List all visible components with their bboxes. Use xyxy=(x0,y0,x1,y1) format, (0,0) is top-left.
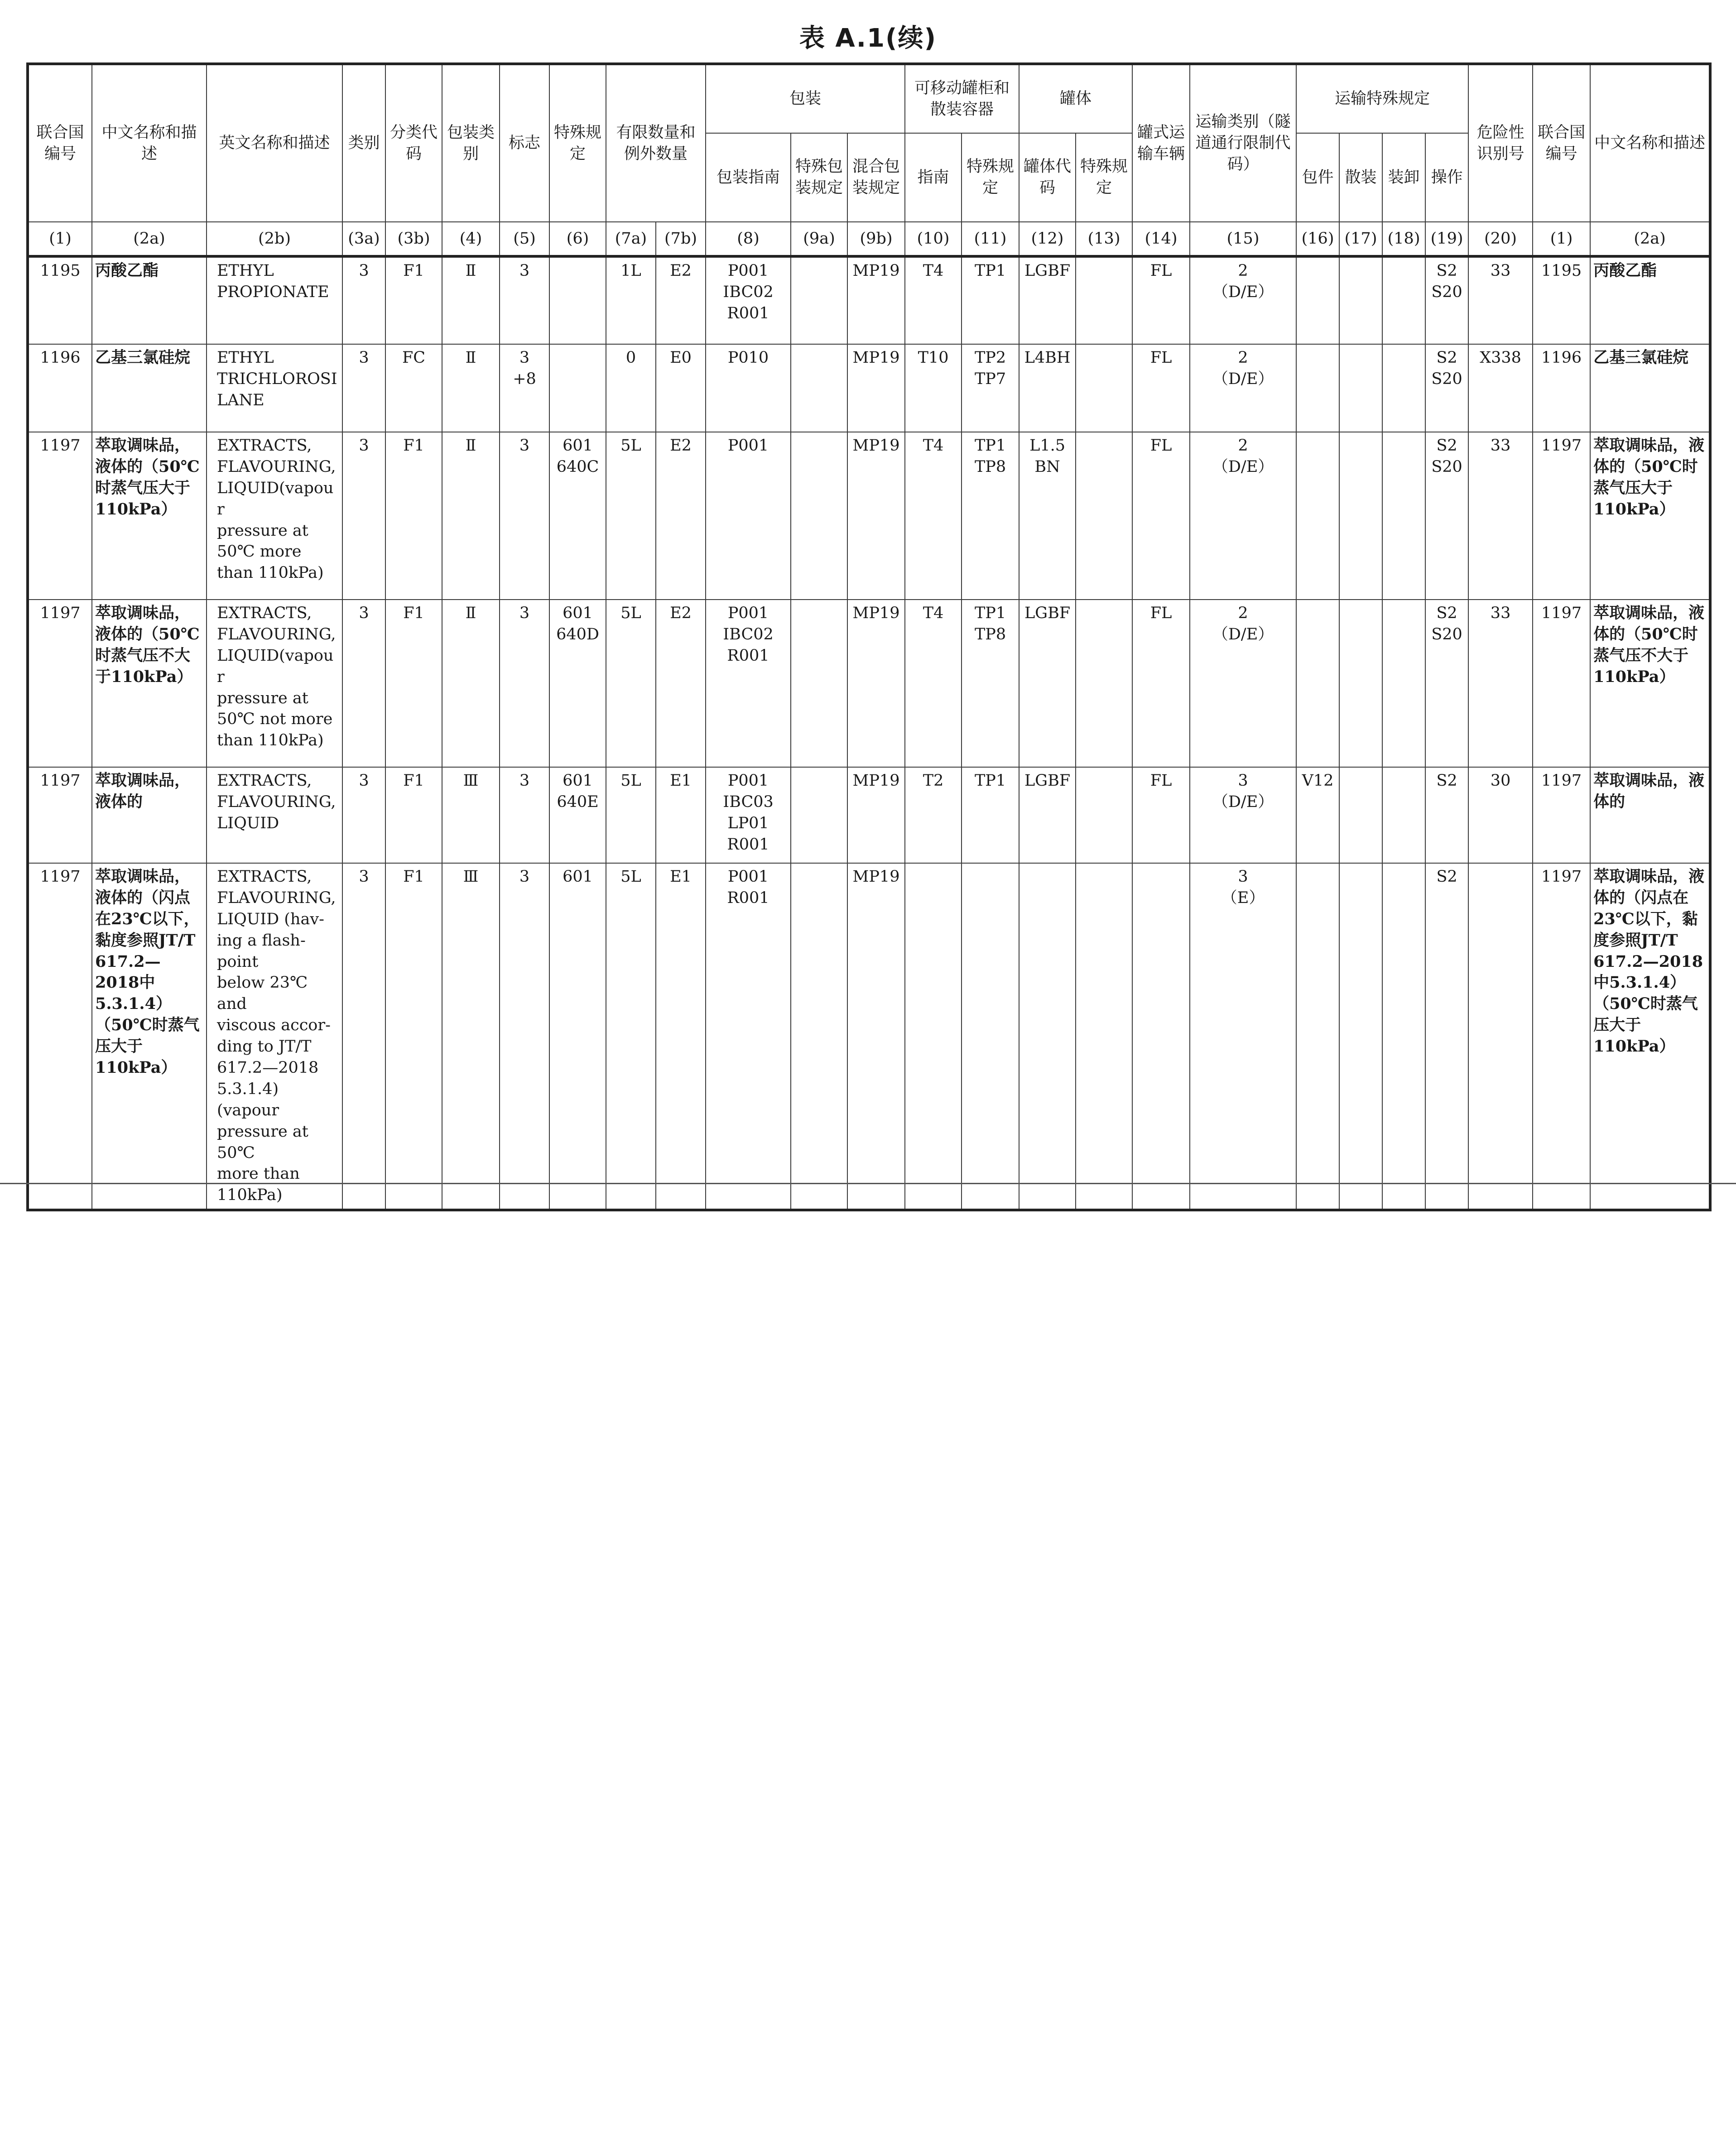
cell-c20: X338 xyxy=(1468,344,1533,432)
cell-c13 xyxy=(1076,344,1132,432)
col-number: (6) xyxy=(549,222,606,256)
cell-cn2: 萃取调味品，液体的 xyxy=(1590,767,1710,863)
col-number: (1) xyxy=(1533,222,1590,256)
cell-cn: 萃取调味品，液体的（50℃时蒸气压大于110kPa） xyxy=(92,432,207,600)
header-tank-special: 特殊规定 xyxy=(1076,133,1132,222)
cell-c20: 30 xyxy=(1468,767,1533,863)
cell-c15: 2 （D/E） xyxy=(1190,344,1296,432)
cell-en: ETHYL PROPIONATE xyxy=(207,256,342,344)
table-header xyxy=(28,64,1710,256)
cell-c18 xyxy=(1382,344,1425,432)
cell-un2: 1197 xyxy=(1533,863,1590,1210)
header-transport-category: 运输类别（隧道通行限制代码） xyxy=(1190,64,1296,222)
cell-c9a xyxy=(791,432,847,600)
header-name-en: 英文名称和描述 xyxy=(207,64,342,222)
cell-c9a xyxy=(791,256,847,344)
header-packing-instructions: 包装指南 xyxy=(706,133,791,222)
cell-c9b: MP19 xyxy=(847,863,905,1210)
cell-c15: 2 （D/E） xyxy=(1190,432,1296,600)
cell-c8: P001 IBC02 R001 xyxy=(706,256,791,344)
header-name-cn-repeat: 中文名称和描述 xyxy=(1590,64,1710,222)
col-number: (10) xyxy=(905,222,962,256)
cell-c18 xyxy=(1382,432,1425,600)
table-row xyxy=(28,767,1710,863)
cell-c10: T4 xyxy=(905,432,962,600)
col-number: (1) xyxy=(28,222,92,256)
cell-c16 xyxy=(1296,863,1339,1210)
col-number: (17) xyxy=(1339,222,1382,256)
cell-un: 1197 xyxy=(28,863,92,1210)
col-number: (19) xyxy=(1425,222,1468,256)
col-number: (18) xyxy=(1382,222,1425,256)
header-packaging-group: 包装 xyxy=(706,64,905,133)
cell-c6 xyxy=(549,344,606,432)
cell-c12 xyxy=(1019,863,1076,1210)
cell-c13 xyxy=(1076,256,1132,344)
cell-c16 xyxy=(1296,256,1339,344)
cell-c15: 2 （D/E） xyxy=(1190,256,1296,344)
cell-c19: S2 S20 xyxy=(1425,432,1468,600)
cell-cn2: 萃取调味品，液体的（闪点在23℃以下，黏度参照JT/T 617.2—2018中5.3.1.4）（50℃时蒸气压大于110kPa） xyxy=(1590,863,1710,1210)
cell-c4: Ⅲ xyxy=(442,767,500,863)
cell-c12: LGBF xyxy=(1019,600,1076,767)
cell-c16 xyxy=(1296,344,1339,432)
cell-c18 xyxy=(1382,863,1425,1210)
header-class: 类别 xyxy=(342,64,385,222)
col-number: (13) xyxy=(1076,222,1132,256)
cell-c7b: E2 xyxy=(656,600,706,767)
cell-c17 xyxy=(1339,432,1382,600)
cell-un: 1197 xyxy=(28,600,92,767)
cell-un: 1197 xyxy=(28,767,92,863)
cell-c9a xyxy=(791,600,847,767)
dangerous-goods-table xyxy=(26,62,1712,1211)
cell-c15: 3 （E） xyxy=(1190,863,1296,1210)
cell-c20: 33 xyxy=(1468,256,1533,344)
cell-c20 xyxy=(1468,863,1533,1210)
cell-c13 xyxy=(1076,767,1132,863)
cell-c7b: E2 xyxy=(656,432,706,600)
cell-c8: P010 xyxy=(706,344,791,432)
cell-c10: T4 xyxy=(905,256,962,344)
cell-c12: LGBF xyxy=(1019,256,1076,344)
cell-c17 xyxy=(1339,344,1382,432)
cell-c15: 2 （D/E） xyxy=(1190,600,1296,767)
cell-cn2: 乙基三氯硅烷 xyxy=(1590,344,1710,432)
table-row xyxy=(28,344,1710,432)
cell-c5: 3 xyxy=(500,600,549,767)
col-number: (8) xyxy=(706,222,791,256)
cell-c11 xyxy=(962,863,1019,1210)
col-number: (9a) xyxy=(791,222,847,256)
cell-c11: TP1 TP8 xyxy=(962,600,1019,767)
cell-c5: 3 xyxy=(500,767,549,863)
header-mixed-packing: 混合包装规定 xyxy=(847,133,905,222)
cell-c9a xyxy=(791,344,847,432)
cell-c16 xyxy=(1296,600,1339,767)
dangerous-goods-table-wrapper xyxy=(26,62,1711,1211)
cell-cn: 丙酸乙酯 xyxy=(92,256,207,344)
header-portable-special: 特殊规定 xyxy=(962,133,1019,222)
cell-c3b: F1 xyxy=(385,432,442,600)
header-un-no: 联合国编号 xyxy=(28,64,92,222)
page-title: 表 A.1(续) xyxy=(799,24,937,53)
col-number: (2a) xyxy=(92,222,207,256)
cell-c3a: 3 xyxy=(342,600,385,767)
header-packing-group: 包装类别 xyxy=(442,64,500,222)
cell-c9a xyxy=(791,767,847,863)
cell-c19: S2 S20 xyxy=(1425,344,1468,432)
cell-c5: 3 xyxy=(500,432,549,600)
header-un-no-repeat: 联合国编号 xyxy=(1533,64,1590,222)
cell-c12: LGBF xyxy=(1019,767,1076,863)
cell-c9b: MP19 xyxy=(847,767,905,863)
cell-cn: 萃取调味品，液体的（50℃时蒸气压不大于110kPa） xyxy=(92,600,207,767)
header-tank-code: 罐体代码 xyxy=(1019,133,1076,222)
cell-c6: 601 xyxy=(549,863,606,1210)
cell-c7b: E1 xyxy=(656,863,706,1210)
col-number: (3a) xyxy=(342,222,385,256)
cell-c20: 33 xyxy=(1468,600,1533,767)
cell-un2: 1197 xyxy=(1533,767,1590,863)
header-portable-tanks-group: 可移动罐柜和散装容器 xyxy=(905,64,1019,133)
cell-cn: 萃取调味品，液体的 xyxy=(92,767,207,863)
cell-c7a: 0 xyxy=(606,344,656,432)
cell-c10: T10 xyxy=(905,344,962,432)
cell-un2: 1197 xyxy=(1533,432,1590,600)
table-row xyxy=(28,600,1710,767)
col-number: (7a) xyxy=(606,222,656,256)
cell-c11: TP1 TP8 xyxy=(962,432,1019,600)
cell-c20: 33 xyxy=(1468,432,1533,600)
cell-c14 xyxy=(1132,863,1190,1210)
column-number-row xyxy=(28,222,1710,256)
cell-c9b: MP19 xyxy=(847,344,905,432)
cell-c13 xyxy=(1076,600,1132,767)
col-number: (11) xyxy=(962,222,1019,256)
col-number: (9b) xyxy=(847,222,905,256)
header-sp-operation: 操作 xyxy=(1425,133,1468,222)
header-sp-bulk: 散装 xyxy=(1339,133,1382,222)
col-number: (15) xyxy=(1190,222,1296,256)
cell-c17 xyxy=(1339,767,1382,863)
table-row xyxy=(28,432,1710,600)
cell-c3a: 3 xyxy=(342,256,385,344)
cell-c3a: 3 xyxy=(342,344,385,432)
cell-c12: L4BH xyxy=(1019,344,1076,432)
header-tank-group: 罐体 xyxy=(1019,64,1132,133)
cell-c7a: 1L xyxy=(606,256,656,344)
cell-cn2: 萃取调味品，液体的（50℃时蒸气压不大于110kPa） xyxy=(1590,600,1710,767)
col-number: (2a) xyxy=(1590,222,1710,256)
cell-c17 xyxy=(1339,600,1382,767)
cell-c3b: F1 xyxy=(385,600,442,767)
cell-c7a: 5L xyxy=(606,767,656,863)
cell-c17 xyxy=(1339,256,1382,344)
col-number: (4) xyxy=(442,222,500,256)
cell-cn2: 萃取调味品，液体的（50℃时蒸气压大于110kPa） xyxy=(1590,432,1710,600)
cell-c10: T2 xyxy=(905,767,962,863)
cell-un: 1197 xyxy=(28,432,92,600)
cell-c14: FL xyxy=(1132,344,1190,432)
cell-c7a: 5L xyxy=(606,600,656,767)
cell-cn2: 丙酸乙酯 xyxy=(1590,256,1710,344)
cell-c5: 3 xyxy=(500,863,549,1210)
cell-c8: P001 IBC02 R001 xyxy=(706,600,791,767)
cell-c4: Ⅱ xyxy=(442,600,500,767)
cell-c9b: MP19 xyxy=(847,432,905,600)
col-number: (2b) xyxy=(207,222,342,256)
cell-un2: 1197 xyxy=(1533,600,1590,767)
cell-c4: Ⅱ xyxy=(442,256,500,344)
cell-c3b: F1 xyxy=(385,767,442,863)
cell-c14: FL xyxy=(1132,600,1190,767)
cell-c7b: E1 xyxy=(656,767,706,863)
header-sp-loading: 装卸 xyxy=(1382,133,1425,222)
cell-un2: 1195 xyxy=(1533,256,1590,344)
cell-c3b: FC xyxy=(385,344,442,432)
header-label: 标志 xyxy=(500,64,549,222)
cell-c18 xyxy=(1382,600,1425,767)
col-number: (5) xyxy=(500,222,549,256)
cell-c19: S2 S20 xyxy=(1425,256,1468,344)
cell-c3a: 3 xyxy=(342,432,385,600)
cell-c18 xyxy=(1382,767,1425,863)
col-number: (7b) xyxy=(656,222,706,256)
header-hazard-id: 危险性识别号 xyxy=(1468,64,1533,222)
table-body xyxy=(28,256,1710,1210)
cell-c17 xyxy=(1339,863,1382,1210)
cell-un2: 1196 xyxy=(1533,344,1590,432)
cell-c14: FL xyxy=(1132,256,1190,344)
cell-c4: Ⅱ xyxy=(442,344,500,432)
cell-c4: Ⅲ xyxy=(442,863,500,1210)
col-number: (12) xyxy=(1019,222,1076,256)
header-special-provisions-group: 运输特殊规定 xyxy=(1296,64,1468,133)
cell-c16 xyxy=(1296,432,1339,600)
header-special-provisions: 特殊规定 xyxy=(549,64,606,222)
cell-c8: P001 xyxy=(706,432,791,600)
cell-c11: TP2 TP7 xyxy=(962,344,1019,432)
cell-c9b: MP19 xyxy=(847,600,905,767)
cell-c3a: 3 xyxy=(342,863,385,1210)
cell-c14: FL xyxy=(1132,767,1190,863)
page-bottom-rule xyxy=(0,1183,1736,1184)
cell-en: EXTRACTS, FLAVOURING, LIQUID xyxy=(207,767,342,863)
header-special-packing: 特殊包装规定 xyxy=(791,133,847,222)
col-number: (16) xyxy=(1296,222,1339,256)
cell-c6: 601 640E xyxy=(549,767,606,863)
cell-c6: 601 640C xyxy=(549,432,606,600)
cell-c13 xyxy=(1076,432,1132,600)
header-tank-vehicle: 罐式运输车辆 xyxy=(1132,64,1190,222)
cell-c3b: F1 xyxy=(385,256,442,344)
cell-c10: T4 xyxy=(905,600,962,767)
cell-en: EXTRACTS, FLAVOURING, LIQUID(vapour pressure at 50℃ not more than 110kPa) xyxy=(207,600,342,767)
cell-c18 xyxy=(1382,256,1425,344)
col-number: (3b) xyxy=(385,222,442,256)
header-sp-package: 包件 xyxy=(1296,133,1339,222)
header-name-cn: 中文名称和描述 xyxy=(92,64,207,222)
header-class-code: 分类代码 xyxy=(385,64,442,222)
cell-c16: V12 xyxy=(1296,767,1339,863)
col-number: (20) xyxy=(1468,222,1533,256)
cell-c3b: F1 xyxy=(385,863,442,1210)
cell-c4: Ⅱ xyxy=(442,432,500,600)
cell-un: 1196 xyxy=(28,344,92,432)
cell-c10 xyxy=(905,863,962,1210)
header-limited-quantities: 有限数量和例外数量 xyxy=(606,64,706,222)
cell-en: EXTRACTS, FLAVOURING, LIQUID(vapour pressure at 50℃ more than 110kPa) xyxy=(207,432,342,600)
cell-c5: 3 xyxy=(500,256,549,344)
cell-c12: L1.5 BN xyxy=(1019,432,1076,600)
cell-c7a: 5L xyxy=(606,863,656,1210)
cell-c5: 3 +8 xyxy=(500,344,549,432)
table-row xyxy=(28,863,1710,1210)
cell-c19: S2 xyxy=(1425,767,1468,863)
cell-c6: 601 640D xyxy=(549,600,606,767)
cell-c11: TP1 xyxy=(962,256,1019,344)
cell-c8: P001 R001 xyxy=(706,863,791,1210)
col-number: (14) xyxy=(1132,222,1190,256)
cell-c3a: 3 xyxy=(342,767,385,863)
cell-c7b: E0 xyxy=(656,344,706,432)
cell-c19: S2 xyxy=(1425,863,1468,1210)
cell-c9a xyxy=(791,863,847,1210)
table-row xyxy=(28,256,1710,344)
cell-en: EXTRACTS, FLAVOURING, LIQUID (hav- ing a flash-point below 23℃ and viscous accor- ding to JT/T 617.2—2018 5.3.1.4) (vapour pressure at 50℃ more than 110kPa) xyxy=(207,863,342,1210)
cell-c19: S2 S20 xyxy=(1425,600,1468,767)
cell-c8: P001 IBC03 LP01 R001 xyxy=(706,767,791,863)
cell-c7b: E2 xyxy=(656,256,706,344)
cell-c7a: 5L xyxy=(606,432,656,600)
cell-c9b: MP19 xyxy=(847,256,905,344)
cell-c11: TP1 xyxy=(962,767,1019,863)
header-portable-instructions: 指南 xyxy=(905,133,962,222)
cell-un: 1195 xyxy=(28,256,92,344)
cell-c14: FL xyxy=(1132,432,1190,600)
cell-cn: 乙基三氯硅烷 xyxy=(92,344,207,432)
cell-c13 xyxy=(1076,863,1132,1210)
cell-c6 xyxy=(549,256,606,344)
cell-en: ETHYL TRICHLOROSI LANE xyxy=(207,344,342,432)
cell-cn: 萃取调味品，液体的（闪点在23℃以下，黏度参照JT/T 617.2—2018中5.3.1.4）（50℃时蒸气压大于110kPa） xyxy=(92,863,207,1210)
cell-c15: 3 （D/E） xyxy=(1190,767,1296,863)
